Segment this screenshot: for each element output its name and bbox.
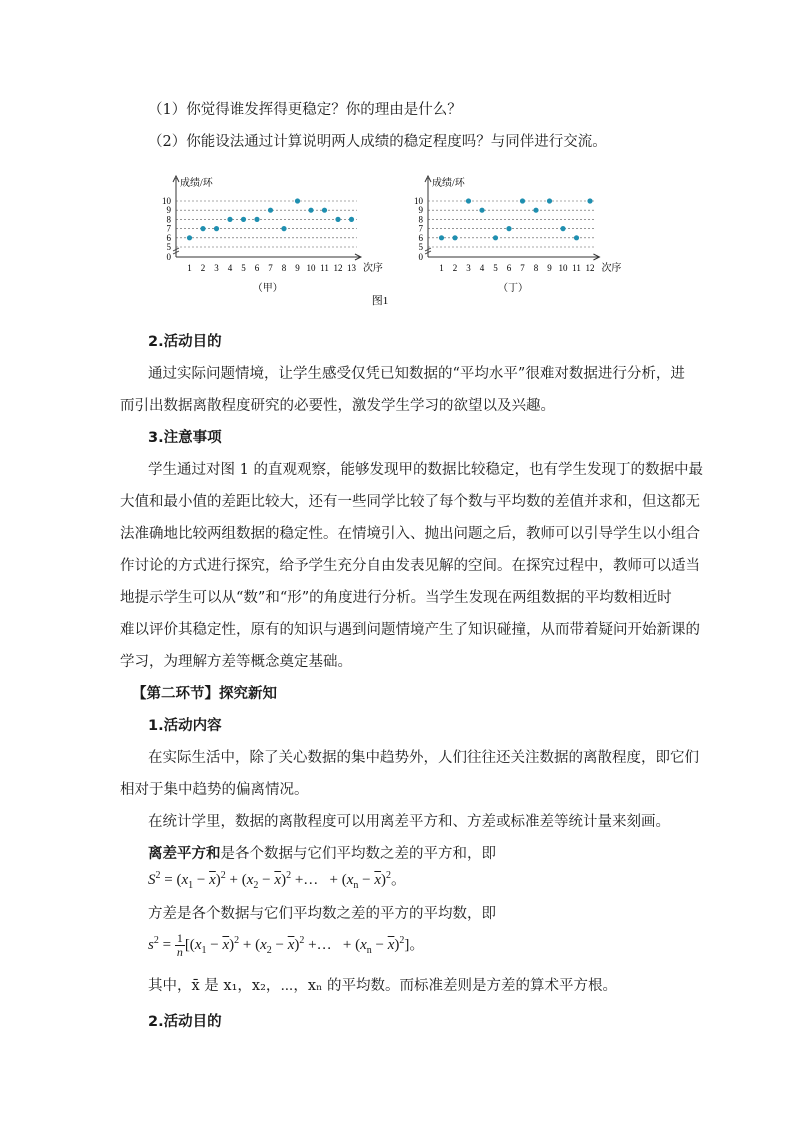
x-tick-label: 6 xyxy=(254,263,260,273)
question-1: （1）你觉得谁发挥得更稳定？你的理由是什么？ xyxy=(148,102,462,118)
data-point xyxy=(520,198,525,203)
y-tick-label: 10 xyxy=(414,196,423,206)
data-point xyxy=(187,235,192,240)
x-tick-label: 4 xyxy=(227,263,233,273)
data-point xyxy=(214,226,219,231)
formula-variance: $s^2$ = $\frac{1}{n}$ [$(x_1 - \overline{x})^2 + (x_2 - \overline{x})^2$ +… + $(x_n - \overline{x})^2$]。 xyxy=(148,931,425,959)
y-tick-label: 8 xyxy=(166,214,171,225)
y-tick-label: 5 xyxy=(166,242,171,252)
data-point xyxy=(227,217,232,222)
data-point xyxy=(295,198,300,203)
x-tick-label: 6 xyxy=(506,263,512,273)
y-tick-label: 7 xyxy=(166,223,171,234)
figure-1 xyxy=(0,170,794,310)
data-point xyxy=(241,217,246,222)
data-point xyxy=(506,226,511,231)
definition-text: 是各个数据与它们平均数之差的平方和，即 xyxy=(220,846,496,862)
figure-caption: 图1 xyxy=(371,295,389,307)
x-tick-label: 8 xyxy=(281,263,287,273)
data-point xyxy=(268,208,273,213)
data-point xyxy=(349,217,354,222)
paragraph-line: 通过实际问题情境，让学生感受仅凭已知数据的“平均水平”很难对数据进行分析，进 xyxy=(148,366,685,382)
x-tick-label: 1 xyxy=(187,263,192,273)
x-tick-label: 5 xyxy=(493,263,498,273)
x-tick-label: 9 xyxy=(547,263,552,273)
section-heading-content: 1.活动内容 xyxy=(148,718,222,734)
section-heading-notes: 3.注意事项 xyxy=(148,430,222,446)
y-axis-label: 成绩/环 xyxy=(180,178,213,189)
paragraph-line: 方差是各个数据与它们平均数之差的平方的平均数，即 xyxy=(148,906,496,922)
data-point xyxy=(308,208,313,213)
y-tick-label: 10 xyxy=(162,196,171,206)
paragraph-line: 难以评价其稳定性，原有的知识与遇到问题情境产生了知识碰撞，从而带着疑问开始新课的 xyxy=(120,622,700,638)
x-tick-label: 12 xyxy=(585,263,595,273)
data-point xyxy=(200,226,205,231)
x-axis-label: 次序 xyxy=(362,263,383,274)
paragraph-line: 相对于集中趋势的偏离情况。 xyxy=(120,782,309,798)
part-heading: 【第二环节】探究新知 xyxy=(132,686,277,702)
x-tick-label: 10 xyxy=(306,263,316,273)
x-tick-label: 2 xyxy=(452,263,458,273)
x-tick-label: 12 xyxy=(333,263,343,273)
definition-line xyxy=(148,844,496,864)
paragraph-line: 学习，为理解方差等概念奠定基础。 xyxy=(120,654,352,670)
data-point xyxy=(574,235,579,240)
y-tick-label: 0 xyxy=(418,252,423,262)
y-tick-label: 9 xyxy=(418,205,423,216)
data-point xyxy=(560,226,565,231)
paragraph-line: 其中，x̄ 是 x₁，x₂，⋯，xₙ 的平均数。而标准差则是方差的算术平方根。 xyxy=(148,978,617,994)
y-tick-label: 6 xyxy=(166,232,171,243)
y-tick-label: 5 xyxy=(418,242,423,252)
y-axis-label: 成绩/环 xyxy=(432,178,465,189)
y-tick-label: 7 xyxy=(418,223,423,234)
x-tick-label: 4 xyxy=(479,263,485,273)
paragraph-line: 地提示学生可以从“数”和“形”的角度进行分析。当学生发现在两组数据的平均数相近时 xyxy=(120,590,672,606)
paragraph-line: 而引出数据离散程度研究的必要性，激发学生学习的欲望以及兴趣。 xyxy=(120,398,555,414)
data-point xyxy=(452,235,457,240)
section-heading-purpose-2: 2.活动目的 xyxy=(148,1014,222,1030)
x-tick-label: 7 xyxy=(268,263,273,273)
x-tick-label: 5 xyxy=(241,263,246,273)
x-tick-label: 8 xyxy=(533,263,539,273)
section-heading-purpose: 2.活动目的 xyxy=(148,334,222,350)
y-tick-label: 8 xyxy=(418,214,423,225)
x-tick-label: 1 xyxy=(439,263,444,273)
y-tick-label: 0 xyxy=(166,252,171,262)
data-point xyxy=(281,226,286,231)
paragraph-line: 在实际生活中，除了关心数据的集中趋势外，人们往往还关注数据的离散程度，即它们 xyxy=(148,750,699,766)
x-axis-label: 次序 xyxy=(601,263,622,274)
question-2: （2）你能设法通过计算说明两人成绩的稳定程度吗？与同伴进行交流。 xyxy=(148,134,607,150)
x-tick-label: 3 xyxy=(466,263,471,273)
data-point xyxy=(587,198,592,203)
x-tick-label: 11 xyxy=(572,263,581,273)
chart-sublabel: （丁） xyxy=(498,283,528,294)
x-tick-label: 9 xyxy=(295,263,300,273)
data-point xyxy=(479,208,484,213)
x-tick-label: 3 xyxy=(214,263,219,273)
paragraph-line: 学生通过对图 1 的直观观察，能够发现甲的数据比较稳定，也有学生发现丁的数据中最 xyxy=(148,462,703,478)
data-point xyxy=(493,235,498,240)
data-point xyxy=(466,198,471,203)
data-point xyxy=(547,198,552,203)
data-point xyxy=(439,235,444,240)
paragraph-line: 作讨论的方式进行探究，给予学生充分自由发表见解的空间。在探究过程中，教师可以适当 xyxy=(120,558,700,574)
y-tick-label: 9 xyxy=(166,205,171,216)
term-deviation-sum: 离差平方和 xyxy=(148,846,221,862)
paragraph-line: 在统计学里，数据的离散程度可以用离差平方和、方差或标准差等统计量来刻画。 xyxy=(148,814,670,830)
data-point xyxy=(335,217,340,222)
data-point xyxy=(533,208,538,213)
chart-sublabel: （甲） xyxy=(252,283,283,294)
data-point xyxy=(322,208,327,213)
x-tick-label: 7 xyxy=(520,263,525,273)
formula-deviation-sum: $S^2 = (x_1 - \overline{x})^2 + (x_2 - \overline{x})^2$ +… + $(x_n - \overline{x})^2$。 xyxy=(148,870,407,891)
data-point xyxy=(254,217,259,222)
y-tick-label: 6 xyxy=(418,232,423,243)
chart-ding xyxy=(414,176,621,294)
x-tick-label: 11 xyxy=(320,263,329,273)
x-tick-label: 10 xyxy=(558,263,568,273)
chart-jia xyxy=(162,176,383,294)
x-tick-label: 13 xyxy=(347,263,356,273)
x-tick-label: 2 xyxy=(200,263,206,273)
paragraph-line: 法准确地比较两组数据的稳定性。在情境引入、抛出问题之后，教师可以引导学生以小组合 xyxy=(120,526,700,542)
paragraph-line: 大值和最小值的差距比较大，还有一些同学比较了每个数与平均数的差值并求和，但这都无 xyxy=(120,494,700,510)
